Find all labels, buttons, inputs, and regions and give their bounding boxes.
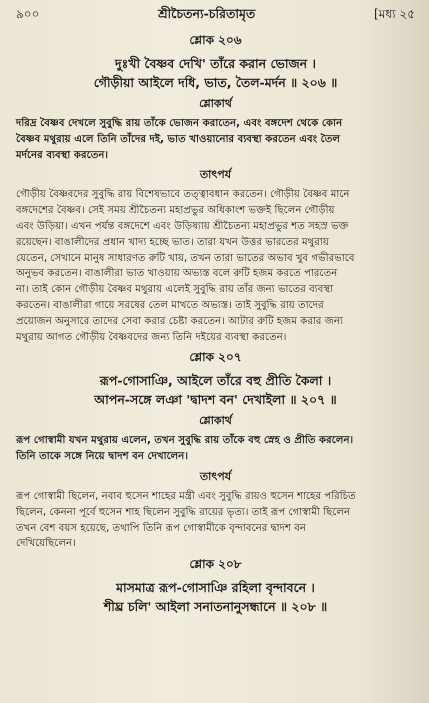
verse-206-translation	[16, 116, 415, 163]
verse-208-line-1: মাসমাত্র রূপ-গোসাঞি রহিলা বৃন্দাবনে ।	[116, 580, 315, 596]
purport-line: প্রয়োজন অনুসারে তাদের সেবা করার চেষ্টা করতেন। আটার রুটি হজম করার জন্য	[16, 315, 343, 327]
translation-line: বৈষ্ণব মথুরায় এলে তিনি তাঁদের দই, ভাত খাওয়ানোর ব্যবস্থা করতেন এবং তৈল	[16, 133, 341, 145]
purport-line: যেতেন, সেখানে মানুষ সাধারণত রুটি খায়, তখন তারা ভাতের অভাব খুব গভীরভাবে	[16, 252, 355, 264]
book-title: শ্রীচৈতন্য-চরিতামৃত	[158, 6, 256, 21]
translation-line: মর্দনের ব্যবস্থা করতেন।	[16, 149, 109, 161]
verse-207-translation-heading: শ্লোকার্থ	[199, 414, 232, 428]
verse-208-heading: শ্লোক ২০৮	[189, 557, 242, 572]
purport-line: এবং উড়িয়া। এখন পর্যন্ত বঙ্গদেশে এবং উড়িষ্যায় শ্রীচৈতন্য মহাপ্রভুর শত সহস্র ভক্ত	[16, 220, 349, 232]
translation-line: তিনি তাকে সঙ্গে নিয়ে দ্বাদশ বন দেখালেন।	[16, 451, 188, 463]
verse-207-heading: শ্লোক ২০৭	[189, 350, 242, 365]
purport-line: দেখিয়েছিলেন।	[16, 538, 76, 550]
purport-line: বঙ্গদেশের বৈষ্ণব। সেই সময় শ্রীচৈতন্য মহাপ্রভুর অধিকাংশ ভক্তই ছিলেন গৌড়ীয়	[16, 205, 335, 217]
verse-207-purport	[16, 489, 415, 552]
verse-207-line-1: রূপ-গোসাঞি, আইলে তাঁরে বহু প্রীতি কৈলা ।	[99, 373, 332, 389]
purport-line: ছিলেন, কেননা পূর্বে হুসেন শাহ ছিলেন সুবুদ্ধি রায়ের ভৃত্য। তাই রূপ গোস্বামী ছিলেন	[16, 506, 351, 518]
purport-line: গৌড়ীয় বৈষ্ণবদের সুবুদ্ধি রায় বিশেষভাবে তত্ত্বাবধান করতেন। গৌড়ীয় বৈষ্ণব মানে	[16, 189, 350, 201]
translation-line: রূপ গোস্বামী যখন মথুরায় এলেন, তখন সুবুদ্ধি রায় তাঁকে বহু স্নেহ ও প্রীতি করলেন।	[16, 435, 354, 447]
purport-line: করতেন। বাঙালীরা গায়ে সরষের তেল মাখতে অভ্যস্ত। তাই সুবুদ্ধি রায় তাদের	[16, 299, 324, 311]
verse-206-purport	[16, 187, 415, 345]
translation-line: দরিদ্র বৈষ্ণব দেখলে সুবুদ্ধি রায় তাঁকে ভোজন করাতেন, এবং বঙ্গদেশ থেকে কোন	[16, 118, 343, 129]
verse-207-translation	[16, 433, 415, 465]
page-header	[16, 6, 415, 28]
verse-207-line-2: আপন-সঙ্গে লঞা 'দ্বাদশ বন' দেখাইলা ॥ ২০৭ ॥	[94, 392, 337, 408]
purport-line: অনুভব করতেন। বাঙালীরা ভাত খাওয়ায় অভ্যস্ত বলে রুটি হজম করতে পারতেন	[16, 268, 338, 280]
verse-206-translation-heading: শ্লোকার্থ	[199, 97, 232, 110]
verse-206-line-1: দুঃখী বৈষ্ণব দেখি' তাঁরে করান ভোজন ।	[115, 56, 316, 71]
purport-line: তখন বেশ বয়স হয়েছে, তথাপি তিনি রূপ গোস্বামীকে বৃন্দাবনের দ্বাদশ বন	[16, 522, 306, 534]
section-label: [মধ্য ২৫	[374, 7, 415, 21]
verse-207-purport-heading: তাৎপর্য	[199, 469, 232, 483]
purport-line: মথুরায় আগত গৌড়ীয় বৈষ্ণবদের জন্য তিনি দইয়ের ব্যবস্থা করতেন।	[16, 331, 287, 343]
verse-206-purport-heading: তাৎপর্য	[199, 168, 232, 182]
verse-206-heading: শ্লোক ২০৬	[189, 33, 242, 47]
purport-line: না। তাই কোন গৌড়ীয় বৈষ্ণব মথুরায় এলেই সুবুদ্ধি রায় তাঁর জন্য ভাতের ব্যবস্থা	[16, 284, 334, 296]
purport-line: রূপ গোস্বামী ছিলেন, নবাব হুসেন শাহের মন্ত্রী এবং সুবুদ্ধি রায়ও হুসেন শাহের পরিচিত	[16, 490, 356, 502]
verse-206-line-2: গৌড়ীয়া আইলে দধি, ভাত, তৈল-মর্দন ॥ ২০৬ ॥	[93, 75, 338, 90]
verse-208-line-2: শীঘ্র চলি' আইলা সনাতনানুসন্ধানে ॥ ২০৮ ॥	[103, 599, 328, 615]
purport-line: রয়েছেন। বাঙালীদের প্রধান খাদ্য হচ্ছে ভাত। তারা যখন উত্তর ভারতের মথুরায়	[16, 236, 329, 248]
page-number: ৯০০	[16, 7, 40, 21]
